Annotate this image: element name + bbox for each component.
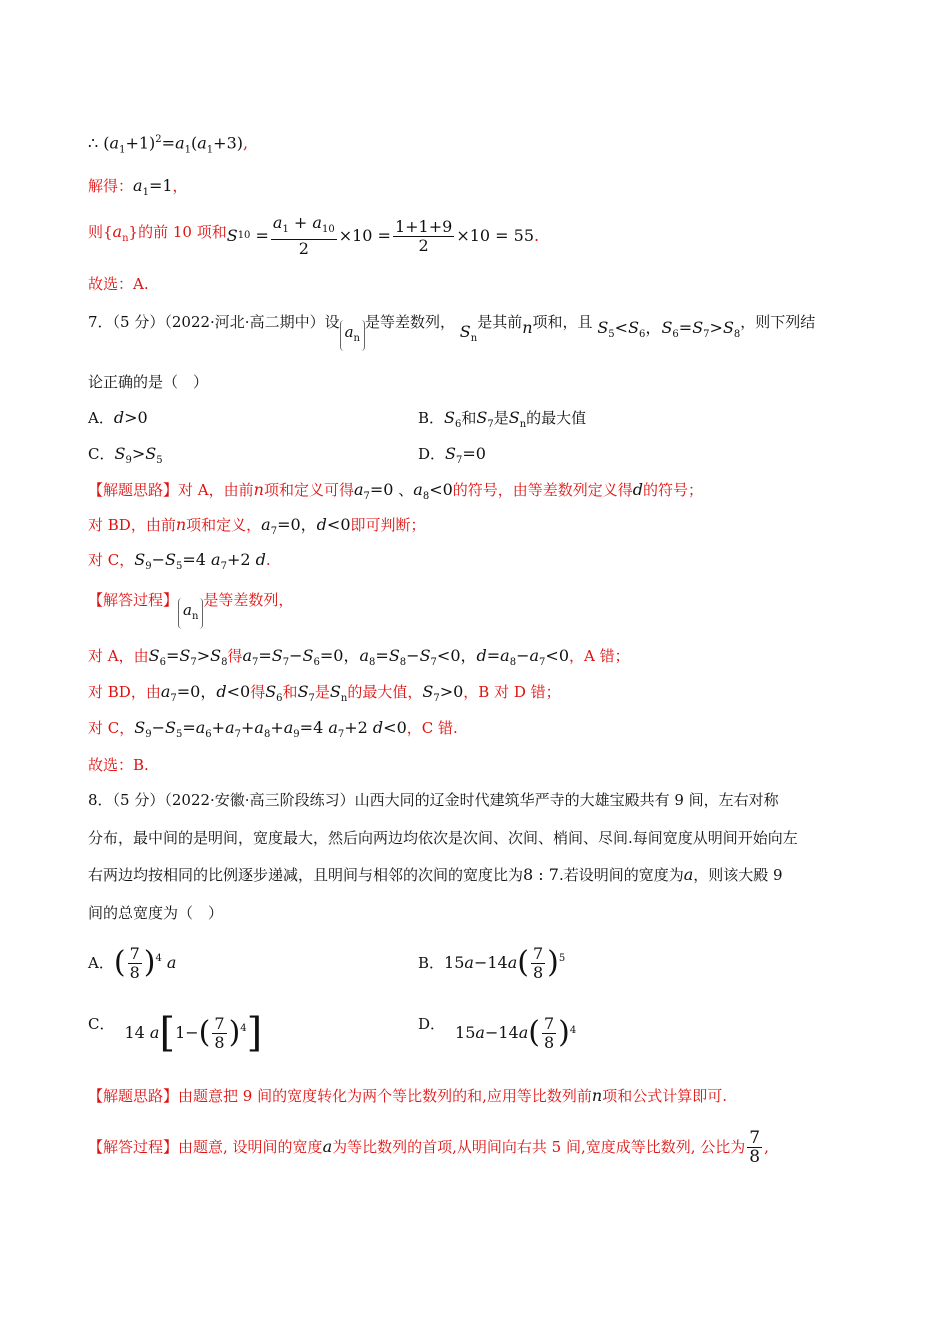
q8-idea: 【解题思路】由题意把 9 间的宽度转化为两个等比数列的和,应用等比数列前n项和公式计算即可. — [88, 1086, 727, 1105]
q6-therefore-line: ∴ $(a_1+1)^2=a_1(a_1+3)$, — [88, 133, 249, 156]
q7-answer: 故选：B. — [88, 756, 149, 774]
q7-option-c: C．$S_9>S_5$ — [88, 444, 163, 467]
q6-solve-label: 解得： — [88, 177, 134, 195]
q7-option-d: D．$S_7=0$ — [418, 444, 486, 467]
q7-option-a: A．d>0 — [88, 408, 148, 427]
q7-option-b: B．$S_6$和$S_7$是$S_n$的最大值 — [418, 408, 587, 431]
q6-solve-line: 解得：$a_1=1$， — [88, 176, 188, 199]
q7-process-a: 对 A，由$S_6=S_7>S_8$得$a_7=S_7-S_6=0$，$a_8=S_8-S_7<0$，$d=a_8-a_7<0$，A 错； — [88, 646, 630, 669]
q8-stem-line1: 8．（5 分）（2022·安徽·高三阶段练习）山西大同的辽金时代建筑华严寺的大雄宝殿共有 9 间，左右对称 — [88, 791, 779, 809]
q8-option-d: D． 15 a −14 a ( $\frac{7}{8}$ ) 4 — [418, 1013, 577, 1052]
q6-answer: 故选：A. — [88, 275, 149, 293]
q7-stem-line1: 7．（5 分）（2022·河北·高二期中）设$a_n$是等差数列， $S_n$是其前n项和，且 $S_5<S_6$，$S_6=S_7>S_8$，则下列结 — [88, 310, 815, 344]
q7-stem-line2: 论正确的是（ ） — [88, 373, 209, 391]
q6-sum-prefix: 则$\{a_n\}$的前 10 项和 — [88, 222, 227, 245]
q7-idea-line1: 【解题思路】对 A，由前n项和定义可得$a_7=0$ 、$a_8<0$的符号，由等差数列定义得d的符号； — [88, 480, 704, 503]
q6-sum-line: 则$\{a_n\}$的前 10 项和 S 10 = $\frac{a_1 + a_{10}}{2}$ ×10 = $\frac{1+1+9}{2}$ ×10 = 55 . — [88, 212, 540, 259]
q7-process-head: 【解答过程】$a_n$是等差数列， — [88, 588, 293, 622]
q7-process-c: 对 C，$S_9-S_5=a_6+a_7+a_8+a_9=4$ $a_7+2$ d<0，C 错. — [88, 718, 458, 741]
q8-stem-line4: 间的总宽度为（ ） — [88, 904, 224, 922]
q8-option-c: C． 14 a [ 1− ( $\frac{7}{8}$ ) $^4$ ] — [88, 1010, 263, 1056]
q7-idea-line3: 对 C，$S_9-S_5=4$ $a_7+2$ d. — [88, 550, 271, 573]
q8-stem-line3: 右两边均按相同的比例逐步递减，且明间与相邻的次间的宽度比为8 : 7.若设明间的宽度为a，则该大殿 9 — [88, 865, 783, 884]
q8-process: 【解答过程】 由题意, 设明间的宽度 a 为等比数列的首项,从明间向右共 5 间,宽度成等比数列, 公比为 $\frac{7}{8}$ , — [88, 1127, 769, 1167]
q8-option-a: A． ( $\frac{7}{8}$ ) $^4$ a — [88, 943, 177, 982]
q7-idea-line2: 对 BD，由前n项和定义，$a_7=0$，d<0即可判断； — [88, 515, 426, 538]
q8-stem-line2: 分布，最中间的是明间，宽度最大，然后向两边均依次是次间、次间、梢间、尽间.每间宽度从明间开始向左 — [88, 829, 798, 847]
q8-option-b: B． 15 a −14 a ( $\frac{7}{8}$ ) $^5$ — [418, 943, 566, 982]
q7-process-bd: 对 BD，由$a_7=0$，d<0得$S_6$和$S_7$是$S_n$的最大值，$S_7>0$，B 对 D 错； — [88, 682, 561, 705]
